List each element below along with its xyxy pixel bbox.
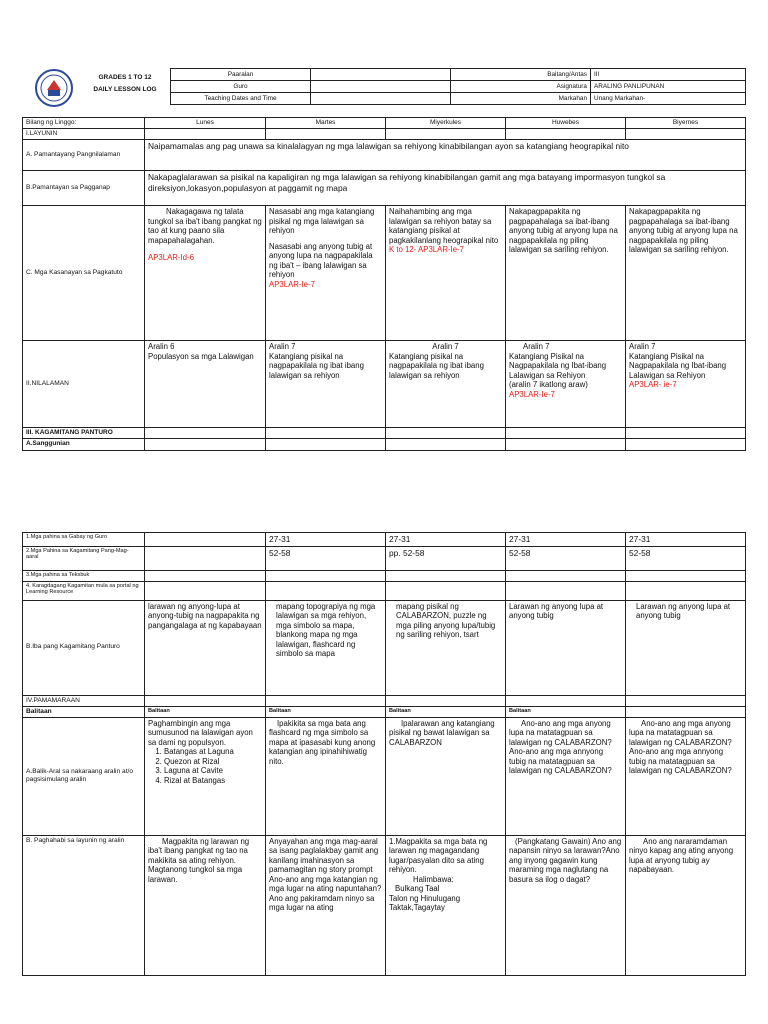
paghahabi-martes: Anyayahan ang mga mag-aaral sa isang paglalakbay gamit ang kanilang imahinasyon sa pamamagitan ng story prompt Ano-ano ang mga katangian ng mga lugar na ating napuntahan? Ano ang pakiramdam ninyo sa mga lugar na ating (266, 835, 386, 975)
kagamitan-heading: III. KAGAMITANG PANTURO (23, 428, 145, 439)
kasanayan-martes: Nasasabi ang mga katangiang pisikal ng mga lalawigan sa rehiyon Nasasabi ang anyong tubig at anyong lupa na nagpapakilala ng iba't – ibang lalawigan sa rehiyon AP3LAR-Ie-7 (266, 206, 386, 341)
gabay-biyernes: 27-31 (626, 533, 746, 547)
nilalaman-miyerkules: Aralin 7 Katangiang pisikal na nagpapakilala ng ibat ibang lalawigan sa rehiyon (386, 341, 506, 428)
iba-lunes: larawan ng anyong-lupa at anyong-tubig na nagpapakita ng pangangalaga at ng kapabayaan (145, 600, 266, 695)
guro-value[interactable] (311, 81, 451, 93)
teaching-dates-label: Teaching Dates and Time (171, 93, 311, 105)
nilalaman-biyernes: Aralin 7 Katangiang Pisikal na Nagpapakilala ng Ibat-ibang Lalawigan sa Rehiyon AP3LAR- ie-7 (626, 341, 746, 428)
kasanayan-label: C. Mga Kasanayan sa Pagkatuto (23, 206, 145, 341)
guro-label: Guro (171, 81, 311, 93)
gabay-ng-guro-label: 1.Mga pahina sa Gabay ng Guro (23, 533, 145, 547)
nilalaman-huwebes: Aralin 7 Katangiang Pisikal na Nagpapakilala ng Ibat-ibang Lalawigan sa Rehiyon (aralin 7 ikatlong araw) AP3LAR-Ie-7 (506, 341, 626, 428)
bilang-ng-linggo-label: Bilang ng Linggo: (23, 118, 145, 129)
kasanayan-miyerkules: Naihahambing ang mga lalawigan sa rehiyon batay sa katangiang pisikal at pagkakilanlang heograpikal nito K to 12- AP3LAR-Ie-7 (386, 206, 506, 341)
teaching-dates-value[interactable] (311, 93, 451, 105)
header-table (170, 68, 746, 105)
paghahabi-label: B. Paghahabi sa layunin ng aralin (23, 835, 145, 975)
pamantayan-sa-pagganap-text: Nakapaglalarawan sa pisikal na kapaligiran ng mga lalawigan sa rehiyong kinabibilangan gamit ang mga batayang impormasyon tungkol sa direksiyon,lokasyon,populasyon at paggamit ng mapa (145, 171, 746, 206)
iba-pang-kagamitan-label: B.Iba pang Kagamitang Panturo (23, 600, 145, 695)
balitaan-lunes: Balitaan (145, 706, 266, 717)
pamantayang-pangnilalaman-text: Naipamamalas ang pag unawa sa kinalalagyan ng mga lalawigan sa rehiyong kinabibilangan ayon sa katangiang heograpikal nito (145, 140, 746, 171)
balitaan-martes: Balitaan (266, 706, 386, 717)
lesson-log-table-upper (22, 117, 746, 451)
mag-aaral-martes: 52-58 (266, 546, 386, 570)
iba-miyerkules: mapang pisikal ng CALABARZON, puzzle ng mga piling anyong lupa/tubig ng sariling rehiyon, tsart (386, 600, 506, 695)
markahan-value[interactable]: Unang Markahan- (591, 93, 746, 105)
gabay-martes: 27-31 (266, 533, 386, 547)
paaralan-value[interactable] (311, 69, 451, 81)
layunin-heading: I.LAYUNIN (23, 129, 145, 140)
list-item: 4. Rizal at Batangas (164, 776, 262, 786)
markahan-label: Markahan (451, 93, 591, 105)
list-item: 2. Quezon at Rizal (164, 757, 262, 767)
gabay-huwebes: 27-31 (506, 533, 626, 547)
asignatura-label: Asignatura (451, 81, 591, 93)
day-huwebes: Huwebes (506, 118, 626, 129)
karagdagang-kagamitan-label: 4. Karagdagang Kagamitan mula sa portal ng Learning Resource (23, 581, 145, 600)
kasanayan-biyernes: Nakapagpapakita ng pagpapahalaga sa ibat-ibang anyong tubig at anyong lupa na nagpapakilala ng piling lalawigan sa sariling rehiyon. (626, 206, 746, 341)
balitaan-huwebes: Balitaan (506, 706, 626, 717)
mag-aaral-biyernes: 52-58 (626, 546, 746, 570)
kasanayan-lunes: Nakagagawa ng talata tungkol sa iba't ibang pangkat ng tao at kung paano sila mapapahalagahan. AP3LAR-Id-6 (145, 206, 266, 341)
paghahabi-miyerkules: 1.Magpakita sa mga bata ng larawan ng magagandang lugar/pasyalan dito sa ating rehiyon. Halimbawa: Bulkang Taal Talon ng Hinulugang Taktak,Tagaytay (386, 835, 506, 975)
nilalaman-lunes: Aralin 6 Populasyon sa mga Lalawigan (145, 341, 266, 428)
document-title: GRADES 1 TO 12 DAILY LESSON LOG (93, 74, 157, 93)
mag-aaral-miyerkules: pp. 52-58 (386, 546, 506, 570)
day-biyernes: Biyernes (626, 118, 746, 129)
nilalaman-label: II.NILALAMAN (23, 341, 145, 428)
sanggunian-label: A.Sanggunian (23, 439, 145, 450)
list-item: 3. Laguna at Cavite (164, 766, 262, 776)
iba-huwebes: Larawan ng anyong lupa at anyong tubig (506, 600, 626, 695)
balik-aral-lunes: Paghambingin ang mga sumusunod na lalawigan ayon sa dami ng populsyon. 1. Batangas at Laguna 2. Quezon at Rizal 3. Laguna at Cavite 4. Rizal at Batangas (145, 717, 266, 835)
day-lunes: Lunes (145, 118, 266, 129)
list-item: 1. Batangas at Laguna (164, 747, 262, 757)
paghahabi-huwebes: (Pangkatang Gawain) Ano ang napansin ninyo sa larawan?Ano ang inyong gagawin kung maraming mga naglutang na basura sa ilog o dagat? (506, 835, 626, 975)
mag-aaral-huwebes: 52-58 (506, 546, 626, 570)
day-miyerkules: Miyerkules (386, 118, 506, 129)
asignatura-value[interactable]: ARALING PANLIPUNAN (591, 81, 746, 93)
iba-biyernes: Larawan ng anyong lupa at anyong tubig (626, 600, 746, 695)
pamantayan-sa-pagganap-label: B.Pamantayan sa Pagganap (23, 171, 145, 206)
paghahabi-biyernes: Ano ang nararamdaman ninyo kapag ang ating anyong lupa at anyong tubig ay napabayaan. (626, 835, 746, 975)
balik-aral-miyerkules: Ipalarawan ang katangiang pisikal ng bawat lalawigan sa CALABARZON (386, 717, 506, 835)
teksbuk-label: 3.Mga pahina sa Teksbuk (23, 570, 145, 581)
deped-seal-icon (34, 68, 74, 108)
day-martes: Martes (266, 118, 386, 129)
baitang-value[interactable]: III (591, 69, 746, 81)
kasanayan-huwebes: Nakapagpapakita ng pagpapahalaga sa ibat-ibang anyong tubig at anyong lupa na nagpapakilala ng piling lalawigan sa sariling rehiyon. (506, 206, 626, 341)
balik-aral-huwebes: Ano-ano ang mga anyong lupa na matatagpuan sa lalawigan ng CALABARZON? Ano-ano ang mga annyong tubig na matatagpuan sa lalawigan ng CALABARZON? (506, 717, 626, 835)
baitang-label: Baitang/Antas (451, 69, 591, 81)
paaralan-label: Paaralan (171, 69, 311, 81)
pamantayang-pangnilalaman-label: A. Pamantayang Pangnilalaman (23, 140, 145, 171)
balitaan-label: Balitaan (23, 706, 145, 717)
paghahabi-lunes: Magpakita ng larawan ng iba't ibang pangkat ng tao na makikita sa ating rehiyon. Magtanong tungkol sa mga larawan. (145, 835, 266, 975)
iba-martes: mapang topograpiya ng mga lalawigan sa mga rehiyon, mga simbolo sa mapa, blankong mapa ng mga lalawigan, flashcard ng simbolo sa mapa (266, 600, 386, 695)
gabay-miyerkules: 27-31 (386, 533, 506, 547)
balitaan-miyerkules: Balitaan (386, 706, 506, 717)
balik-aral-biyernes: Ano-ano ang mga anyong lupa na matatagpuan sa lalawigan ng CALABARZON? Ano-ano ang mga annyong tubig na matatagpuan sa lalawigan ng CALABARZON? (626, 717, 746, 835)
province-pair-list (148, 747, 262, 785)
mag-aaral-label: 2.Mga Pahina sa Kagamitang Pang-Mag-aaral (23, 546, 145, 570)
balik-aral-martes: Ipakikita sa mga bata ang flashcard ng mga simbolo sa mapa at ipasasabi kung anong katangian ang ipinahihiwatig nito. (266, 717, 386, 835)
pamamaraan-heading: IV.PAMAMARAAN (23, 695, 145, 706)
balik-aral-label: A.Balik-Aral sa nakaraang aralin at/o pagsisimulang aralin (23, 717, 145, 835)
nilalaman-martes: Aralin 7 Katangiang pisikal na nagpapakilala ng ibat ibang lalawigan sa rehiyon (266, 341, 386, 428)
lesson-log-table-lower (22, 532, 746, 976)
